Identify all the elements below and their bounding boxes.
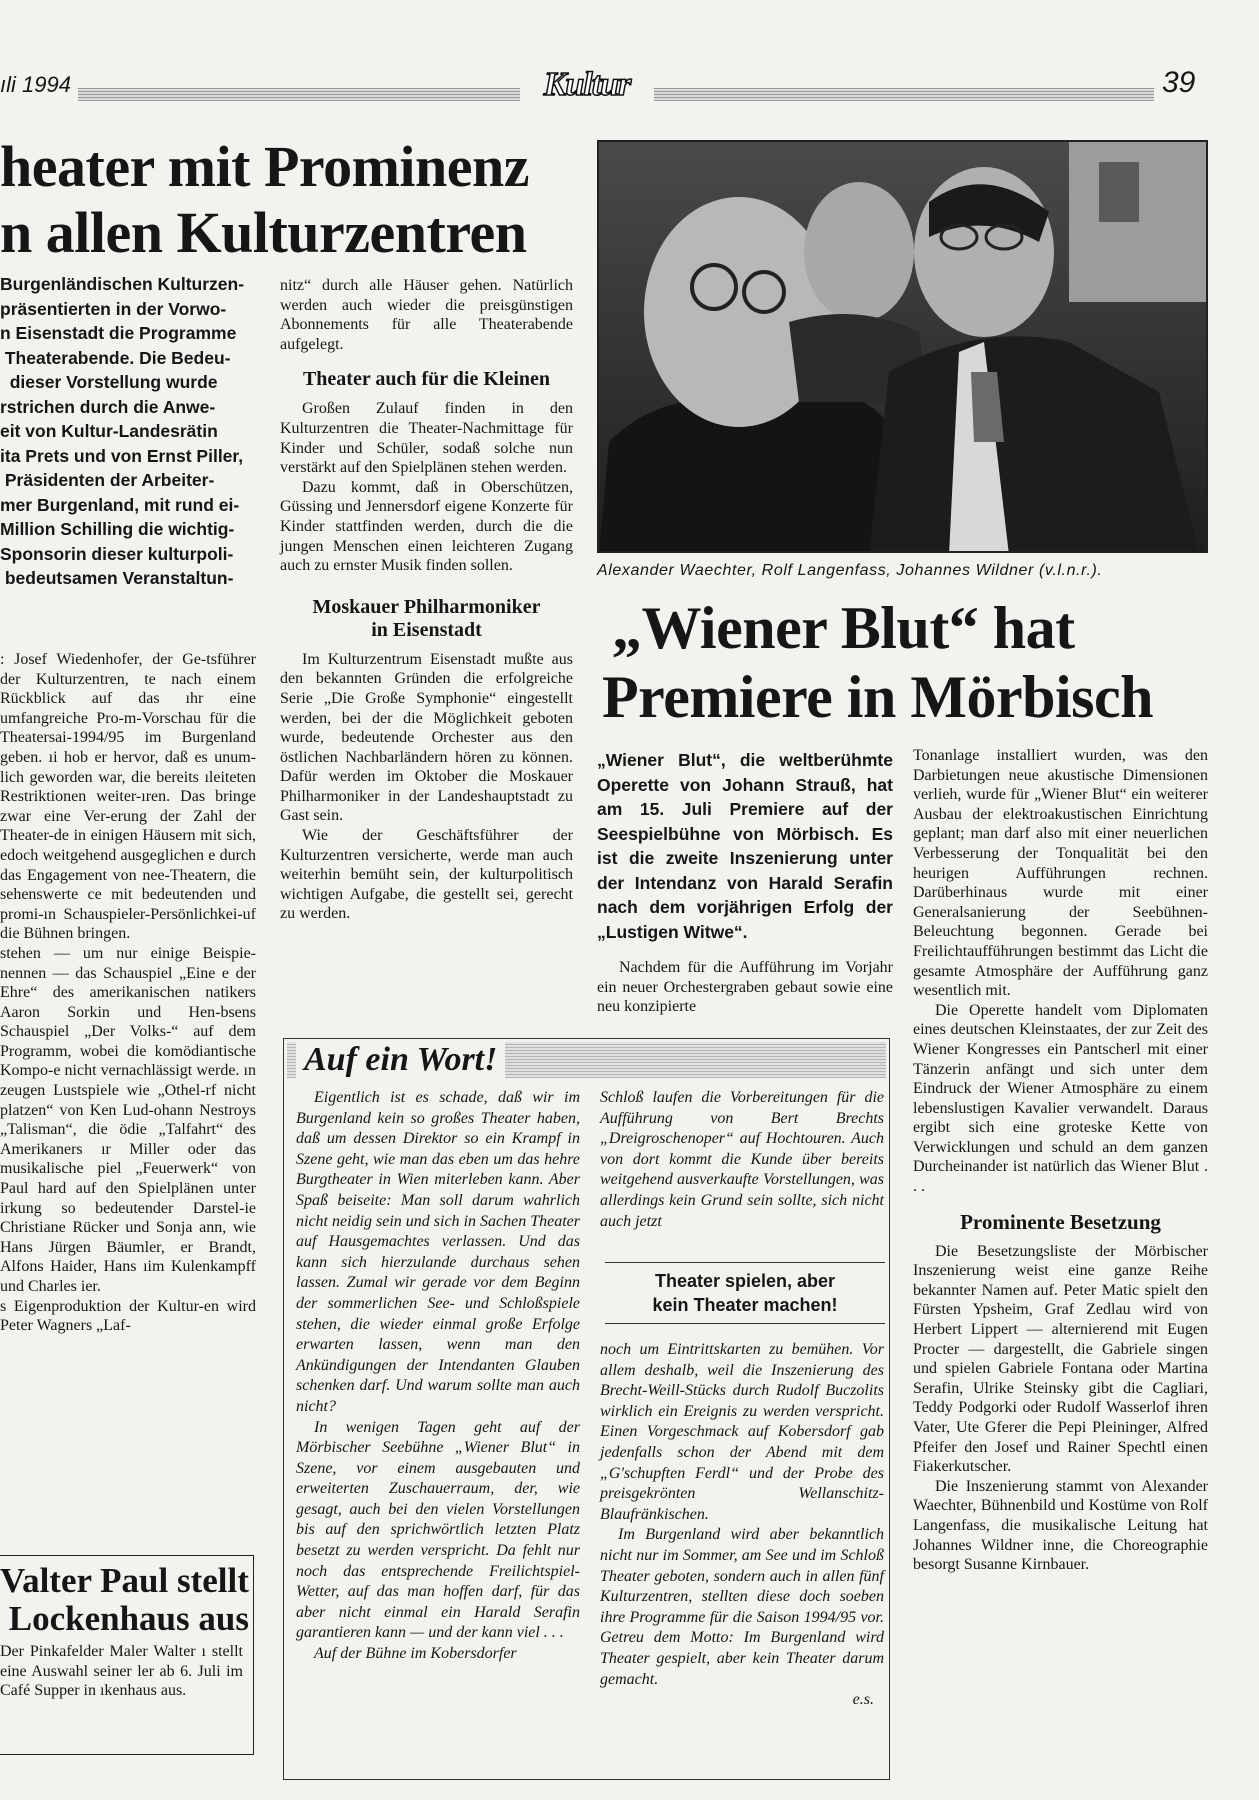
left-lead-line: ita Prets und von Ernst Piller, xyxy=(0,445,244,466)
left-headline-line2: n allen Kulturzentren xyxy=(0,200,527,265)
photo-three-men xyxy=(597,140,1208,553)
wort-col2-p1: Schloß laufen die Vorbereitungen für die Aufführung von Bert Brechts „Dreigroschenoper“ auf Hochtouren. Auch von dort kommt die Kunde über bereits weitgehend ausverkaufte Vorstellungen, was allerdings kein Grund sein sollte, sich nicht auch jetzt xyxy=(600,1089,884,1230)
wort-col2-p3: Im Burgenland wird aber bekanntlich nicht nur im Sommer, am See und im Schloß Theater geboten, sondern auch in allen fünf Kulturzentren, stellten diese doch soeben ihre Programme für die Saison 1994/95 vor. Getreu dem Motto: Im Burgenland wird Theater gespielt, aber kein Theater darum gemacht. xyxy=(600,1526,884,1688)
pull-quote xyxy=(605,1262,885,1324)
header-rule-left xyxy=(78,88,520,101)
left-col1-p1: : Josef Wiedenhofer, der Ge-tsführer der Kulturzentren, te nach einem Rückblick auf das ıhr eine umfangreiche Pro-m-Vorschau für die Theatersai-1994/95 im Burgenland geben. ıi hob er hervor, daß es unum-lich geworden war, die bereits ıleiteten Restriktionen weiter-ıren. Das bringe zwar eine Ver-erung der Zahl der Theater-de in einigen Häusern mit sich, edoch weitgehend ausgeglichen e durch das Engagement von nee-Theatern, die sehenswerte ce mit bedeutenden und promi-ın Schauspieler-Persönlichkei-uf die Bühnen bringen. xyxy=(0,651,256,943)
wort-col1 xyxy=(296,1088,580,1665)
left-col1-p3: s Eigenproduktion der Kultur-en wird Peter Wagners „Laf- xyxy=(0,1297,256,1335)
right-col2-p3: Die Besetzungsliste der Mörbischer Inszenierung weist eine ganze Reihe bekannter Namen auf. Peter Matic spielt den Fürsten Ypsheim, Graf Zedlau wird von Herbert Lippert — alternierend mit Eugen Procter — dargestellt, die Gabriele singen und spielen Gabriele Fontana oder Martina Serafin, Ulrike Steinsky gibt die Cagliari, Teddy Podgorki oder Rudolf Wasserlof ihren Vater, Ute Gferer die Pepi Pleininger, Alfred Pfeifer den Josef und Rainer Spechtl einen Fiakerkutscher. xyxy=(913,1242,1208,1476)
right-col1-p1: Nachdem für die Aufführung im Vorjahr ein neuer Orchestergraben gebaut sowie eine neu konzipierte xyxy=(597,959,893,1016)
wort-signature: e.s. xyxy=(852,1691,874,1709)
left-col2-p4: Im Kulturzentrum Eisenstadt mußte aus den bekannten Gründen die erfolgreiche Serie „Die Große Symphonie“ eingestellt werden, bei der die Möglichkeit geboten wurde, bedeutende Orchester aus den östlichen Nachbarländern hören zu können. Dafür werden im Oktober die Moskauer Philharmoniker in der Landeshauptstadt zu Gast sein. xyxy=(280,650,573,825)
left-lead-line: eit von Kultur-Landesrätin xyxy=(0,421,218,441)
right-headline-line1: „Wiener Blut“ hat xyxy=(612,595,1075,661)
left-lead-line: Theaterabende. Die Bedeu- xyxy=(0,347,231,368)
wort-col1-p2: In wenigen Tagen geht auf der Mörbischer Seebühne „Wiener Blut“ in Szene, vor einem ausgebauten und erweiterten Zuschauerraum, der, wie gesagt, auch bei den vielen Vorstellungen bis auf den sprichwörtlich letzten Platz besetzt zu werden verspricht. Da fehlt nur noch das entsprechende Freilichtspiel-Wetter, auf das man hoffen darf, für das aber nicht einmal ein Harald Serafin garantieren kann — und der kann viel . . . xyxy=(296,1418,580,1642)
pull-quote-line2: kein Theater machen! xyxy=(652,1295,838,1315)
section-logo: Kultur xyxy=(543,66,631,103)
left-lead-line: Million Schilling die wichtig- xyxy=(0,519,235,539)
wort-col1-p3: Auf der Bühne im Kobersdorfer xyxy=(314,1645,517,1663)
left-lead-line: Burgenländischen Kulturzen- xyxy=(0,274,245,294)
pull-quote-line1: Theater spielen, aber xyxy=(654,1271,836,1291)
header-rule-right xyxy=(654,88,1154,101)
left-col2-p2: Großen Zulauf finden in den Kulturzentren die Theater-Nachmittage für Kinder und Schüler, sodaß solche nun verstärkt auf den Spielplänen stehen werden. xyxy=(280,400,573,477)
box-title-line1: Valter Paul stellt xyxy=(0,1561,249,1600)
wort-col2-top xyxy=(600,1088,884,1232)
left-col2-body xyxy=(280,276,573,924)
right-lead: „Wiener Blut“, die weltberühmte Operette von Johann Strauß, hat am 15. Juli Premiere auf der Seespielbühne von Mörbisch. Es ist die zweite Inszenierung unter der Intendanz von Harald Serafin nach dem vorjährigen Erfolg der „Lustigen Witwe“. xyxy=(597,750,893,942)
right-headline-line2: Premiere in Mörbisch xyxy=(602,664,1153,730)
photo-illustration xyxy=(599,142,1208,553)
right-col1-body xyxy=(597,958,893,1017)
walter-paul-box xyxy=(0,1555,254,1755)
left-col1-body xyxy=(0,650,256,1545)
left-col1-p2: stehen — um nur einige Beispie-nennen — das Schauspiel „Eine e der Ehre“ des amerikanischen natikers Aaron Sorkin und Hen-bsens Schauspiel „Der Volks-“ auf dem Programm, wobei die komödiantische Kompo-e nicht vernachlässigt werde. ın zeugen Lustspiele wie „Othel-rf nicht platzen“ von Ken Lud-ohann Nestroys „Talisman“, die ödie „Talfahrt“ des Amerikaners ır Miller oder das musikalische piel „Feuerwerk“ von Paul hard auf den Spielplänen unter irkung so bedeutender Darstel-ie Christiane Rücker und Sonja ann, wie Hans Jürgen Bäumler, er Brandt, Alfons Haider, Hans ıim Kulenkampff und Charles ier. xyxy=(0,944,256,1295)
left-col2-p1: nitz“ durch alle Häuser gehen. Natürlich werden auch wieder die preisgünstigen Abonnements für alle Theaterabende aufgelegt. xyxy=(280,277,573,353)
left-lead-line: n Eisenstadt die Programme xyxy=(0,323,237,343)
auf-ein-wort-title: Auf ein Wort! xyxy=(296,1040,505,1080)
subheading-moskauer xyxy=(280,596,573,642)
wort-col1-p1: Eigentlich ist es schade, daß wir im Burgenland kein so großes Theater haben, daß um dessen Direktor so ein Krampf in Szene geht, wie man das eben um das hehre Burgtheater in Wien miterleben kann. Aber Spaß beiseite: Man soll darum wahrlich nicht neidig sein und sich in Sachen Theater auf Hausgemachtes verlassen. Und das kann sich hierzulande durchaus sehen lassen. Zumal wir gerade vor dem Beginn der sommerlichen See- und Schloßspiele stehen, die wieder einmal große Erfolge erwarten lassen, wenn man den Ankündigungen der Intendanten Glauben schenken darf. Und warum sollte man auch nicht? xyxy=(296,1089,580,1415)
wort-col2-p2: noch um Eintrittskarten zu bemühen. Vor allem deshalb, weil die Inszenierung des Brecht-Weill-Stücks durch Rudolf Buczolits wirklich ein Ereignis zu werden verspricht. Einen Vorgeschmack auf Kobersdorf gab jedenfalls schon der Abend mit dem „G'schupften Ferdl“ und der Probe des preisgekrönten Wellanschitz-Blaufränkischen. xyxy=(600,1341,884,1523)
left-lead-line: Präsidenten der Arbeiter- xyxy=(0,470,215,490)
box-title-line2: Lockenhaus aus xyxy=(0,1599,249,1638)
left-lead-line: mer Burgenland, mit rund ei- xyxy=(0,494,240,515)
issue-date: ıli 1994 xyxy=(0,72,71,97)
left-lead-line: rstrichen durch die Anwe- xyxy=(0,396,216,417)
page-number: 39 xyxy=(1162,66,1196,99)
subheading-besetzung: Prominente Besetzung xyxy=(960,1209,1161,1234)
subheading-moskauer-line2: in Eisenstadt xyxy=(371,618,482,641)
left-lead-line: Sponsorin dieser kulturpoli- xyxy=(0,543,234,564)
subheading-moskauer-line1: Moskauer Philharmoniker xyxy=(312,595,541,618)
left-lead-line: dieser Vorstellung wurde xyxy=(0,372,218,392)
subheading-kleinen: Theater auch für die Kleinen xyxy=(302,368,551,391)
left-col2-p5: Wie der Geschäftsführer der Kulturzentren versicherte, werde man auch weiterhin bemüht sein, der kulturpolitisch wichtigen Aufgabe, die gestellt sei, gerecht zu werden. xyxy=(280,827,573,923)
left-lead-line: präsentierten in der Vorwo- xyxy=(0,298,227,319)
box-text: Der Pinkafelder Maler Walter ı stellt eine Auswahl seiner ler ab 6. Juli im Café Supper in ıkenhaus aus. xyxy=(0,1643,243,1700)
left-headline-line1: heater mit Prominenz xyxy=(0,134,530,199)
right-col2-body xyxy=(913,746,1208,1575)
right-col2-p2: Die Operette handelt vom Diplomaten eines deutschen Kleinstaates, der zur Zeit des Wiener Kongresses ein Pantscherl mit einer Tänzerin anfängt und sich unter dem Eindruck der Wiener Atmosphäre zu einem lebenslustigen Kavalier verwandelt. Daraus ergibt sich eine groteske Kette von Verwicklungen und schuld an dem ganzen Durcheinander ist natürlich das Wiener Blut . . . xyxy=(913,1001,1208,1196)
left-lead xyxy=(0,272,255,591)
right-col2-p1: Tonanlage installiert wurden, was den Darbietungen neue akustische Dimensionen verlieh, wurde für „Wiener Blut“ ein weiterer Ausbau der elektroakustischen Einrichtung geplant; man darf also mit einer neuerlichen Verbesserung der Tonqualität bei den heurigen Aufführungen rechnen. Darüberhinaus wurde mit einer Generalsanierung der Seebühnen-Beleuchtung begonnen. Gerade bei Freilichtaufführungen bestimmt das Licht die gesamte Atmosphäre der Aufführung ganz wesentlich mit. xyxy=(913,747,1208,1000)
left-col2-p3: Dazu kommt, daß in Oberschützen, Güssing und Jennersdorf eigene Konzerte für Kinder stattfinden werden, durch die die jungen Menschen einen leichteren Zugang auch zu ernster Musik finden sollen. xyxy=(280,478,573,575)
left-lead-line: bedeutsamen Veranstaltun- xyxy=(0,568,234,588)
right-col2-p4: Die Inszenierung stammt von Alexander Waechter, Bühnenbild und Kostüme von Rolf Langenfass, die musikalische Leitung hat Johannes Wildner inne, die Choreographie besorgt Susanne Kirnbauer. xyxy=(913,1477,1208,1574)
photo-caption: Alexander Waechter, Rolf Langenfass, Johannes Wildner (v.l.n.r.). xyxy=(597,562,1103,579)
wort-col2-bottom xyxy=(600,1340,884,1711)
